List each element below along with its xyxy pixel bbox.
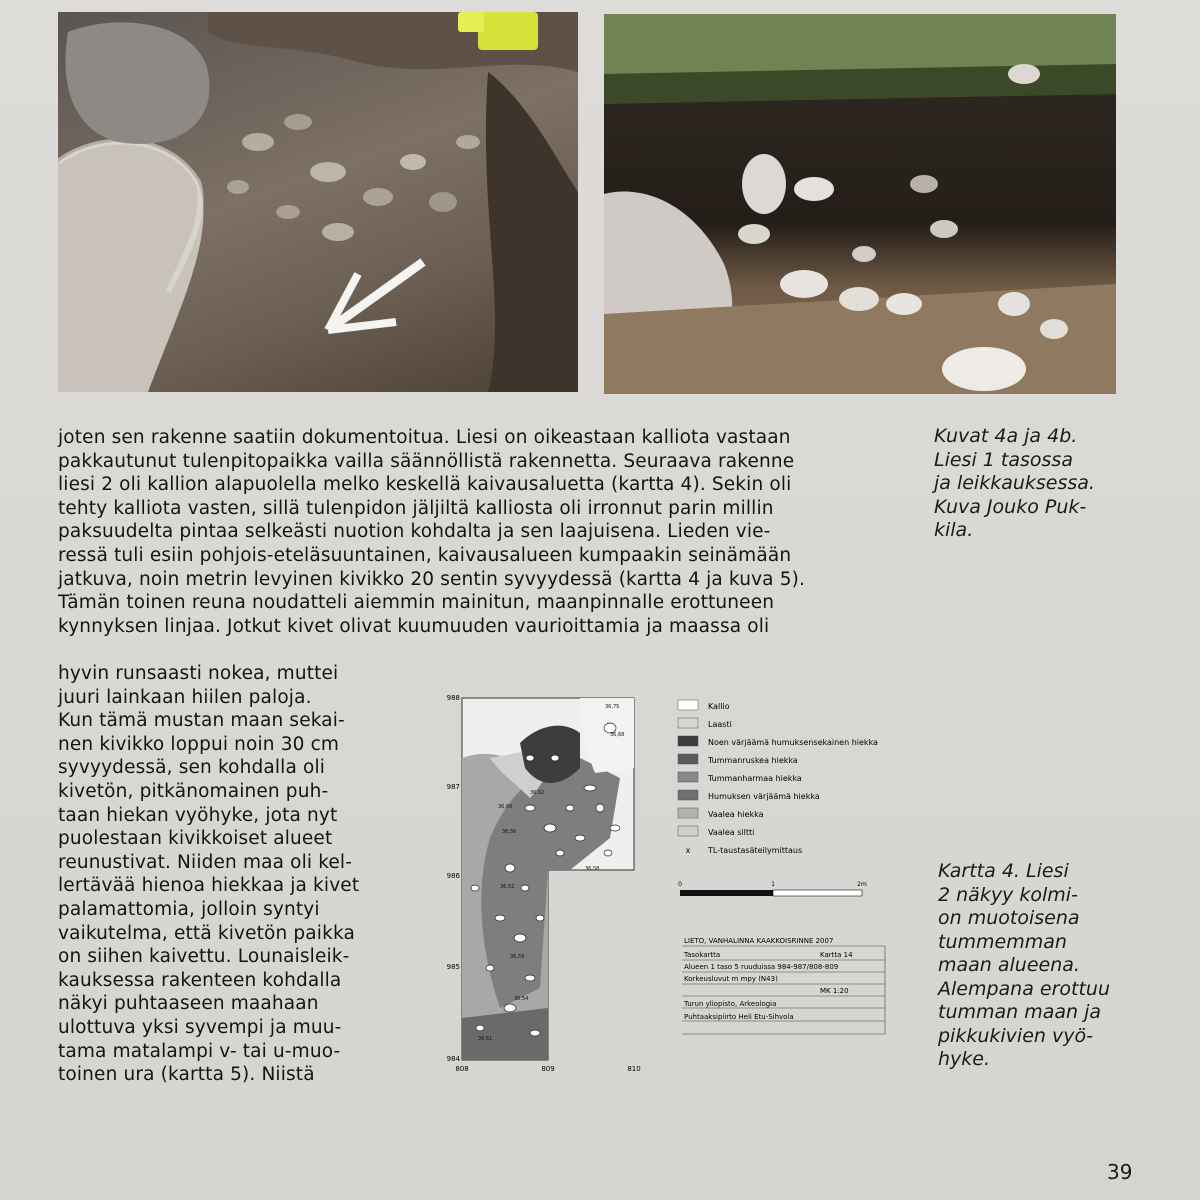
map-legend: [678, 700, 878, 855]
photo-4a: [58, 12, 578, 392]
legend-label: Noen värjäämä humuksensekainen hiekka: [708, 738, 878, 747]
text-line: toinen ura (kartta 5). Niistä: [58, 1064, 315, 1086]
info-row: Alueen 1 taso 5 ruuduissa 984-987/808-809: [684, 963, 839, 971]
info-row: Turun yliopisto, Arkeologia: [684, 1000, 777, 1008]
caption-line: pikkukivien vyö-: [938, 1024, 1093, 1047]
text-line: taan hiekan vyöhyke, jota nyt: [58, 804, 338, 826]
map-y-label: 988: [446, 694, 460, 702]
text-line: vaikutelma, että kivetön paikka: [58, 922, 355, 944]
scale-label: 0: [678, 881, 682, 888]
legend-swatch-vaalea-siltti: [678, 826, 698, 836]
text-line: hyvin runsaasti nokea, muttei: [58, 663, 339, 684]
legend-swatch-noen: [678, 736, 698, 746]
text-line: Tämän toinen reuna noudatteli aiemmin mainitun, maanpinnalle erottuneen: [58, 592, 775, 614]
photo-4a-image: [58, 12, 578, 392]
legend-swatch-tummanharmaa: [678, 772, 698, 782]
caption-line: kila.: [934, 519, 974, 541]
legend-label: Laasti: [708, 720, 732, 729]
body-paragraph-column: [58, 662, 359, 1087]
legend-label: TL-taustasäteilymittaus: [708, 846, 803, 855]
map-info-box: [682, 937, 885, 1034]
map-point-label: 36,59: [510, 954, 525, 960]
info-row-right: Kartta 14: [820, 951, 853, 959]
legend-label: Tummanruskea hiekka: [708, 756, 798, 765]
text-line: ulottuva yksi syvempi ja muu-: [58, 1016, 342, 1038]
scale-label: 2m: [857, 881, 867, 888]
legend-label: Tummanharmaa hiekka: [708, 774, 802, 783]
caption-line: maan alueena.: [938, 954, 1080, 976]
legend-label: Kallio: [708, 702, 730, 711]
caption-line: 2 näkyy kolmi-: [938, 883, 1078, 906]
legend-swatch-laasti: [678, 718, 698, 728]
legend-label: Humuksen värjäämä hiekka: [708, 792, 820, 801]
text-line: puolestaan kivikkoiset alueet: [58, 828, 333, 850]
text-line: juuri lainkaan hiilen paloja.: [58, 686, 312, 708]
caption-line: tumman maan ja: [938, 1001, 1102, 1023]
map-point-label: 36,54: [514, 996, 529, 1002]
info-row: Korkeusluvut m mpy (N43): [684, 975, 778, 983]
info-row: Puhtaaksipiirto Heli Etu-Sihvola: [684, 1013, 794, 1021]
legend-label: Vaalea hiekka: [708, 810, 764, 819]
text-line: kivetön, pitkänomainen puh-: [58, 780, 329, 802]
legend-swatch-vaalea-hiekka: [678, 808, 698, 818]
map-point-label: 36,60: [498, 804, 513, 810]
text-line: liesi 2 oli kallion alapuolella melko keskellä kaivausaluetta (kartta 4). Sekin oli: [58, 474, 792, 496]
map-y-label: 984: [446, 1055, 460, 1063]
text-line: syvyydessä, sen kohdalla oli: [58, 757, 326, 779]
caption-line: Kuvat 4a ja 4b.: [934, 425, 1078, 447]
legend-swatch-tummanruskea: [678, 754, 698, 764]
legend-swatch-kallio: [678, 700, 698, 710]
map-point-label: 36,52: [500, 884, 515, 890]
map-x-label: 809: [541, 1065, 555, 1073]
caption-line: on muotoisena: [938, 907, 1080, 929]
photo-4b-image: [604, 14, 1116, 394]
text-line: pakkautunut tulenpitopaikka vailla säännöllistä rakennetta. Seuraava rakenne: [58, 450, 795, 472]
text-line: paksuudelta pintaa selkeästi nuotion kohdalta ja sen laajuisena. Lieden vie-: [58, 521, 771, 543]
caption-line: ja leikkauksessa.: [934, 472, 1095, 494]
caption-line: Liesi 1 tasossa: [934, 448, 1073, 471]
scale-label: 1: [771, 881, 775, 888]
text-line: lertävää hienoa hiekkaa ja kivet: [58, 875, 360, 897]
caption-map: [938, 860, 1110, 1072]
legend-swatch-humuksen: [678, 790, 698, 800]
map-point-label: 36,62: [530, 790, 545, 796]
info-title: LIETO, VANHALINNA KAAKKOISRINNE 2007: [684, 937, 834, 945]
page-number: 39: [1107, 1160, 1133, 1184]
text-line: kauksessa rakenteen kohdalla: [58, 969, 342, 991]
map-x-label: 810: [627, 1065, 641, 1073]
map-point-label: 36,51: [478, 1036, 493, 1042]
text-line: joten sen rakenne saatiin dokumentoitua. Liesi on oikeastaan kalliota vastaan: [58, 427, 791, 448]
body-paragraph-full-width: [58, 426, 805, 638]
text-line: jatkuva, noin metrin levyinen kivikko 20 sentin syvyydessä (kartta 4 ja kuva 5).: [58, 568, 806, 590]
map-point-label: 36,75: [605, 704, 620, 710]
legend-marker-symbol: x: [685, 846, 691, 855]
text-line: Kun tämä mustan maan sekai-: [58, 710, 345, 732]
text-line: ressä tuli esiin pohjois-eteläsuuntainen, kaivausalueen kumpaakin seinämään: [58, 544, 792, 566]
map-y-label: 987: [446, 783, 460, 791]
map-y-label: 986: [446, 872, 460, 880]
text-line: tama matalampi v- tai u-muo-: [58, 1040, 341, 1062]
text-line: reunustivat. Niiden maa oli kel-: [58, 851, 353, 873]
map-point-label: 36,68: [610, 732, 625, 738]
photo-4b: [604, 14, 1116, 394]
caption-line: Kartta 4. Liesi: [938, 860, 1069, 882]
text-line: kynnyksen linjaa. Jotkut kivet olivat kuumuuden vaurioittamia ja maassa oli: [58, 615, 770, 637]
text-line: palamattomia, jolloin syntyi: [58, 898, 320, 920]
map-point-label: 36,56: [502, 829, 517, 835]
caption-line: Alempana erottuu: [938, 977, 1111, 1000]
map-y-label: 985: [446, 963, 460, 971]
info-row: Tasokartta: [684, 951, 721, 959]
map-x-label: 808: [455, 1065, 469, 1073]
caption-photos: [934, 425, 1095, 543]
caption-line: Kuva Jouko Puk-: [934, 495, 1087, 518]
info-row-right: MK 1:20: [820, 987, 849, 995]
text-line: tehty kalliota vasten, sillä tulenpidon jäljiltä kalliosta oli irronnut parin millin: [58, 497, 774, 519]
legend-label: Vaalea siltti: [708, 828, 755, 837]
caption-line: hyke.: [938, 1048, 991, 1070]
map-point-label: 36,58: [585, 866, 600, 872]
excavation-map: [430, 688, 900, 1080]
text-line: nen kivikko loppui noin 30 cm: [58, 733, 340, 755]
map-scale-bar: [678, 881, 867, 896]
map-svg: [430, 688, 900, 1080]
caption-line: tummemman: [938, 930, 1067, 953]
text-line: näkyi puhtaaseen maahaan: [58, 993, 319, 1015]
text-line: on siihen kaivettu. Lounaisleik-: [58, 946, 350, 968]
